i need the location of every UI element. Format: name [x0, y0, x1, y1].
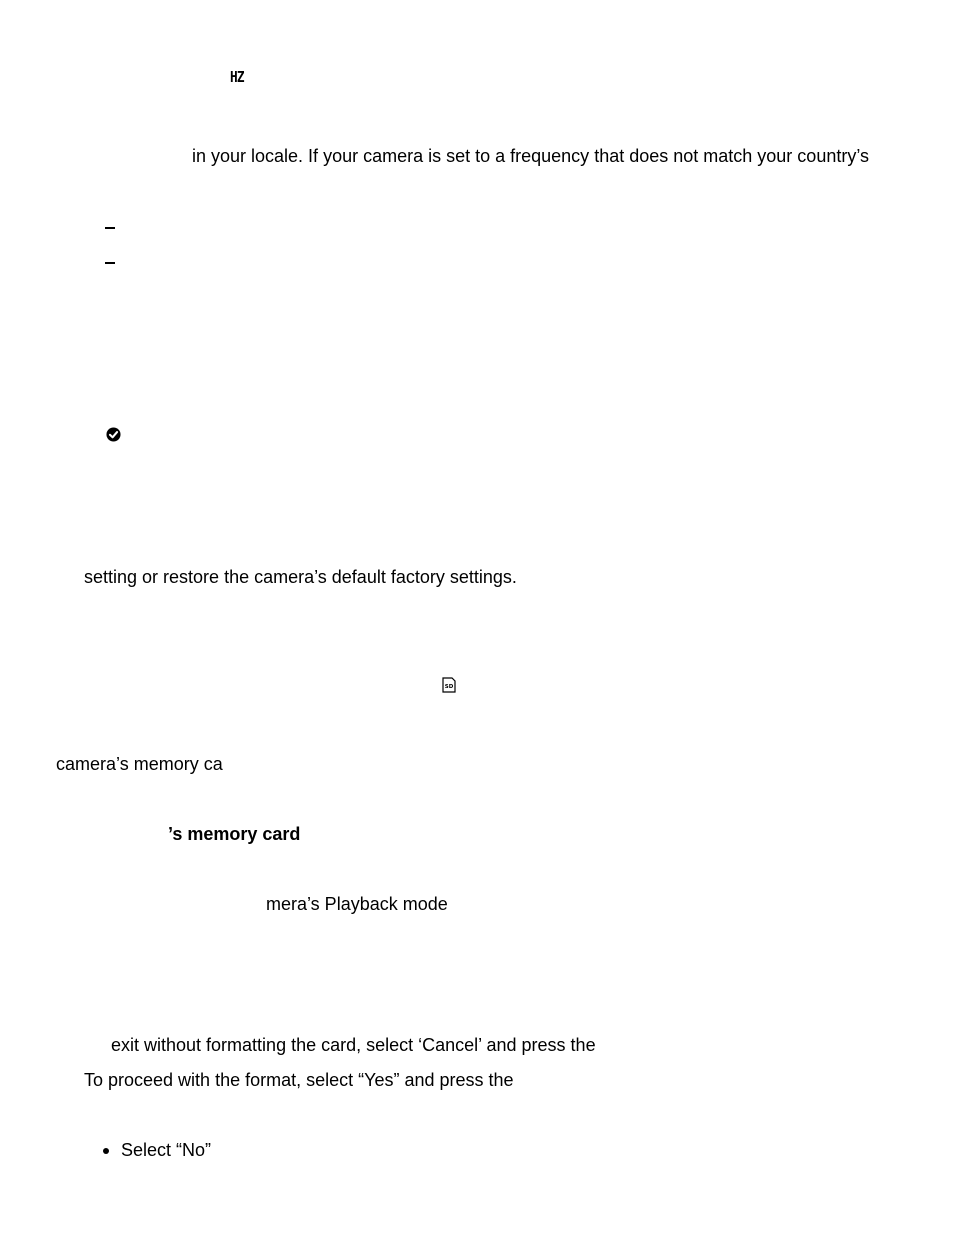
- memory-card-text: camera’s memory ca: [56, 754, 223, 774]
- proceed-instruction-text: To proceed with the format, select “Yes” and press the: [84, 1070, 514, 1090]
- sd-card-label: SD: [444, 684, 454, 690]
- playback-mode-text: mera’s Playback mode: [266, 894, 448, 914]
- locale-text: in your locale. If your camera is set to a frequency that does not match your country’s: [192, 146, 870, 166]
- sd-card-icon: [442, 677, 456, 693]
- dash-marker-2: [105, 262, 115, 264]
- select-no-text: Select “No”: [121, 1140, 212, 1160]
- check-circle-icon: [106, 427, 121, 442]
- dash-marker-1: [105, 227, 115, 229]
- bullet-marker: [103, 1148, 109, 1154]
- hz-icon: HZ: [230, 68, 244, 86]
- memory-card-heading: ’s memory card: [168, 824, 301, 844]
- restore-settings-text: setting or restore the camera’s default factory settings.: [84, 567, 517, 587]
- exit-instruction-text: exit without formatting the card, select ‘Cancel’ and press the: [111, 1035, 596, 1055]
